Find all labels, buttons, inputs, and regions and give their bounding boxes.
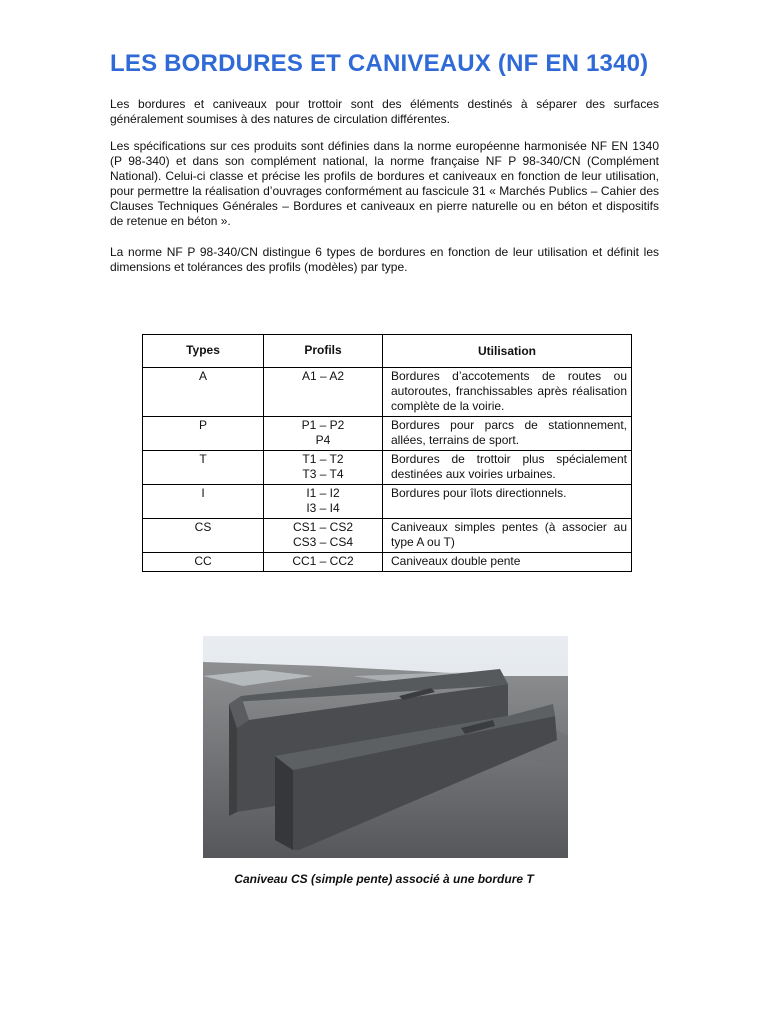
profil-line: T3 – T4 xyxy=(302,467,344,481)
curb-photo xyxy=(203,636,568,858)
table-header-row xyxy=(143,335,632,368)
photo-caption: Caniveau CS (simple pente) associé à une bordure T xyxy=(234,872,534,886)
table-body xyxy=(143,368,632,572)
utilisation-cell: Bordures de trottoir plus spécialement destinées aux voiries urbaines. xyxy=(383,451,632,485)
intro-paragraph: Les bordures et caniveaux pour trottoir sont des éléments destinés à séparer des surfaces généralement soumises à des natures de circulation différentes. xyxy=(110,97,659,126)
table-row xyxy=(143,417,632,451)
type-cell: CC xyxy=(143,553,264,572)
utilisation-cell: Bordures d’accotements de routes ou autoroutes, franchissables après réalisation complète de la voirie. xyxy=(383,368,632,417)
header-profils: Profils xyxy=(264,335,383,368)
utilisation-cell: Bordures pour parcs de stationnement, allées, terrains de sport. xyxy=(383,417,632,451)
table-row xyxy=(143,553,632,572)
type-cell: CS xyxy=(143,519,264,553)
type-cell: T xyxy=(143,451,264,485)
profil-line: I3 – I4 xyxy=(306,501,340,515)
profil-line: I1 – I2 xyxy=(306,486,340,500)
profil-line: A1 – A2 xyxy=(301,369,345,383)
table-row xyxy=(143,519,632,553)
profils-cell xyxy=(264,553,383,572)
profils-cell xyxy=(264,485,383,519)
types-table xyxy=(142,334,632,572)
profil-line: P4 xyxy=(315,433,331,447)
profils-cell xyxy=(264,417,383,451)
header-types: Types xyxy=(143,335,264,368)
profils-cell xyxy=(264,451,383,485)
gutter-end xyxy=(275,756,293,850)
table-row xyxy=(143,368,632,417)
type-cell: A xyxy=(143,368,264,417)
profil-line: CS3 – CS4 xyxy=(292,535,354,549)
table-row xyxy=(143,451,632,485)
table-row xyxy=(143,485,632,519)
types-paragraph: La norme NF P 98-340/CN distingue 6 types de bordures en fonction de leur utilisation et définit les dimensions et tolérances des profils (modèles) par type. xyxy=(110,245,659,274)
profil-line: T1 – T2 xyxy=(302,452,344,466)
page-title: LES BORDURES ET CANIVEAUX (NF EN 1340) xyxy=(110,50,649,77)
specifications-paragraph: Les spécifications sur ces produits sont définies dans la norme européenne harmonisée NF EN 1340 (P 98-340) et dans son complément national, la norme française NF P 98-340/CN (Complément National). Celui-ci classe et précise les profils de bordures et caniveaux en fonction de leur utilisation, pour permettre la réalisation d’ouvrages conformément au fascicule 31 « Marchés Publics – Cahier des Clauses Techniques Générales – Bordures et caniveaux en pierre naturelle ou en béton et dispositifs de retenue en béton ». xyxy=(110,139,659,228)
profil-line: CC1 – CC2 xyxy=(292,554,354,568)
profils-cell xyxy=(264,368,383,417)
profil-line: P1 – P2 xyxy=(301,418,345,432)
header-utilisation: Utilisation xyxy=(383,335,632,368)
profils-cell xyxy=(264,519,383,553)
type-cell: P xyxy=(143,417,264,451)
utilisation-cell: Bordures pour îlots directionnels. xyxy=(383,485,632,519)
utilisation-cell: Caniveaux double pente xyxy=(383,553,632,572)
utilisation-cell: Caniveaux simples pentes (à associer au type A ou T) xyxy=(383,519,632,553)
type-cell: I xyxy=(143,485,264,519)
profil-line: CS1 – CS2 xyxy=(292,520,354,534)
